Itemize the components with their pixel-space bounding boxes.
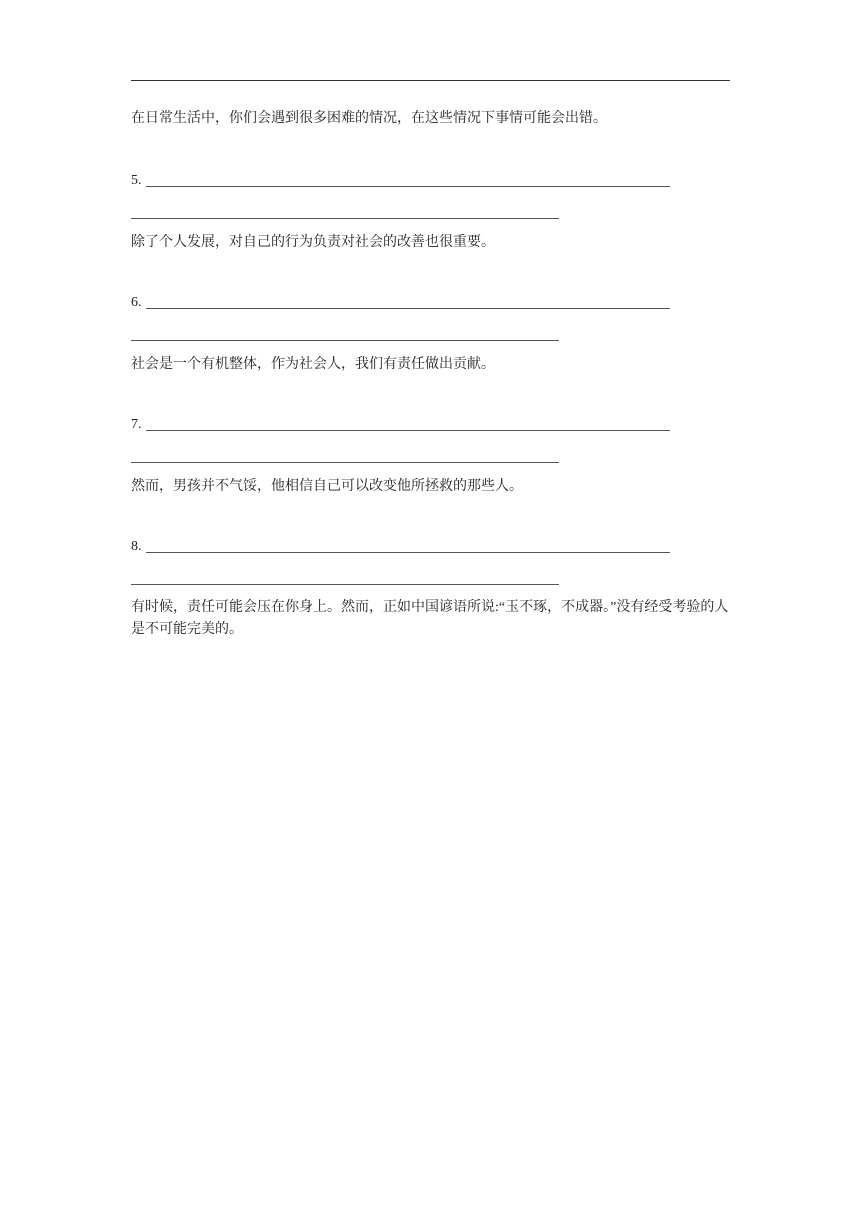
answer-line-6a[interactable]: [146, 308, 670, 309]
answer-line-7b[interactable]: [131, 462, 559, 463]
answer-line-5a[interactable]: [146, 186, 670, 187]
item-sentence-5: 除了个人发展，对自己的行为负责对社会的改善也很重要。: [131, 235, 495, 250]
answer-line-8b[interactable]: [131, 584, 559, 585]
item-sentence-8: 有时候，责任可能会压在你身上。然而，正如中国谚语所说:“玉不琢，不成器。”没有经受考验的人是不可能完美的。: [131, 600, 729, 637]
item-number-5: 5.: [131, 173, 142, 188]
item-number-7: 7.: [131, 417, 142, 432]
answer-line-8a[interactable]: [146, 552, 670, 553]
item-sentence-6: 社会是一个有机整体，作为社会人，我们有责任做出贡献。: [131, 357, 495, 372]
item-number-6: 6.: [131, 295, 142, 310]
intro-sentence: 在日常生活中，你们会遇到很多困难的情况，在这些情况下事情可能会出错。: [131, 111, 607, 126]
header-rule: [131, 80, 730, 81]
item-number-8: 8.: [131, 539, 142, 554]
answer-line-6b[interactable]: [131, 340, 559, 341]
item-sentence-7: 然而，男孩并不气馁，他相信自己可以改变他所拯救的那些人。: [131, 479, 523, 494]
answer-line-5b[interactable]: [131, 218, 559, 219]
answer-line-7a[interactable]: [146, 430, 670, 431]
